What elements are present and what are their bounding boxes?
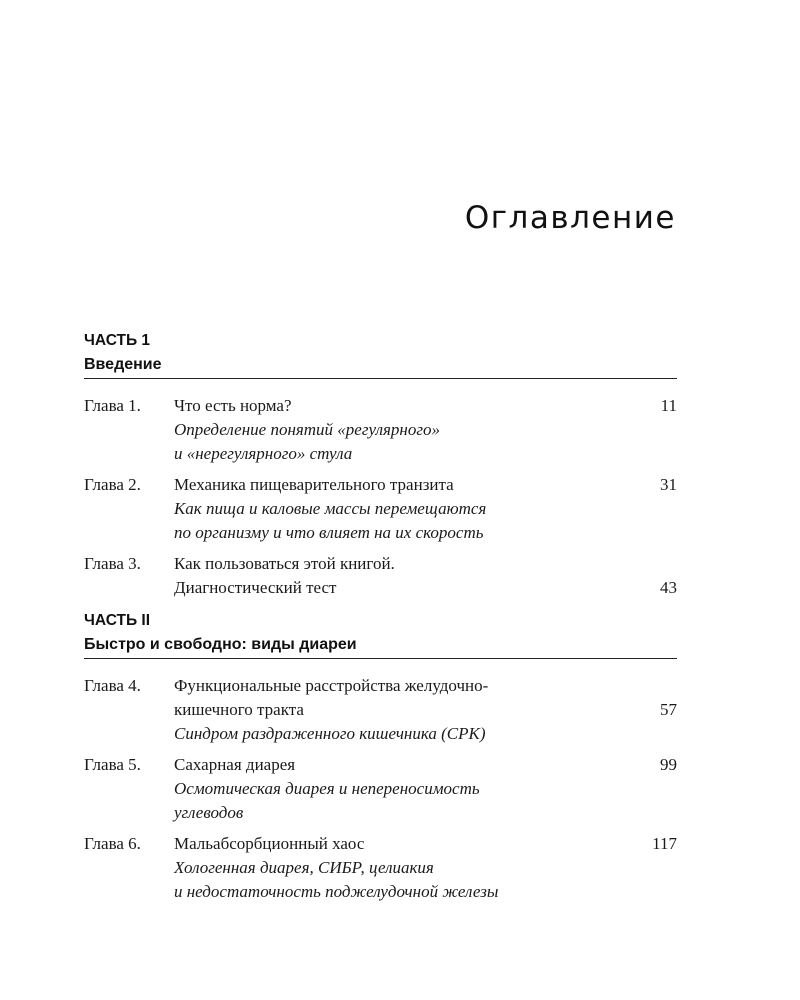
toc-entry-chapter-1[interactable] — [84, 394, 677, 466]
page-number: 99 — [660, 755, 677, 774]
chapter-subtitle: углеводов — [174, 803, 244, 822]
chapter-number: Глава 2. — [84, 475, 141, 494]
part-1 — [84, 328, 677, 607]
toc-entry-chapter-5[interactable] — [84, 753, 677, 825]
chapter-body — [174, 552, 627, 600]
toc-entry-chapter-2[interactable] — [84, 473, 677, 545]
chapter-subtitle: и недостаточность поджелудочной железы — [174, 882, 499, 901]
chapter-title: Как пользоваться этой книгой. — [174, 554, 395, 573]
toc-entry-chapter-4[interactable] — [84, 674, 677, 746]
chapter-body — [174, 473, 627, 545]
chapter-number: Глава 1. — [84, 396, 141, 415]
chapter-title: кишечного тракта — [174, 700, 304, 719]
page-number: 117 — [652, 834, 677, 853]
chapter-body — [174, 832, 627, 904]
page-title: Оглавление — [464, 200, 676, 236]
chapter-number: Глава 6. — [84, 834, 141, 853]
page-number: 31 — [660, 475, 677, 494]
chapter-subtitle: Синдром раздраженного кишечника (СРК) — [174, 724, 486, 743]
chapter-list — [84, 674, 677, 904]
part-name: Быстро и свободно: виды диареи — [84, 633, 677, 659]
part-label: ЧАСТЬ II — [84, 612, 151, 629]
chapter-subtitle: по организму и что влияет на их скорость — [174, 523, 484, 542]
page-number: 57 — [660, 700, 677, 719]
chapter-title: Механика пищеварительного транзита — [174, 475, 454, 494]
chapter-number: Глава 4. — [84, 676, 141, 695]
chapter-body — [174, 674, 627, 746]
chapter-title: Функциональные расстройства желудочно- — [174, 676, 489, 695]
chapter-body — [174, 753, 627, 825]
chapter-subtitle: и «нерегулярного» стула — [174, 444, 353, 463]
chapter-title: Мальабсорбционный хаос — [174, 834, 365, 853]
part-name: Введение — [84, 353, 677, 379]
chapter-title: Сахарная диарея — [174, 755, 296, 774]
toc-entry-chapter-6[interactable] — [84, 832, 677, 904]
chapter-number: Глава 5. — [84, 755, 141, 774]
chapter-title: Что есть норма? — [174, 396, 292, 415]
chapter-subtitle: Осмотическая диарея и непереносимость — [174, 779, 480, 798]
chapter-title: Диагностический тест — [174, 578, 337, 597]
chapter-list — [84, 394, 677, 600]
chapter-subtitle: Хологенная диарея, СИБР, целиакия — [174, 858, 434, 877]
chapter-body — [174, 394, 627, 466]
chapter-subtitle: Определение понятий «регулярного» — [174, 420, 440, 439]
part-label: ЧАСТЬ 1 — [84, 332, 151, 349]
page-number: 43 — [660, 578, 677, 597]
part-2 — [84, 608, 677, 911]
toc-entry-chapter-3[interactable] — [84, 552, 677, 600]
chapter-number: Глава 3. — [84, 554, 141, 573]
page-number: 11 — [660, 396, 677, 415]
chapter-subtitle: Как пища и каловые массы перемещаются — [174, 499, 487, 518]
